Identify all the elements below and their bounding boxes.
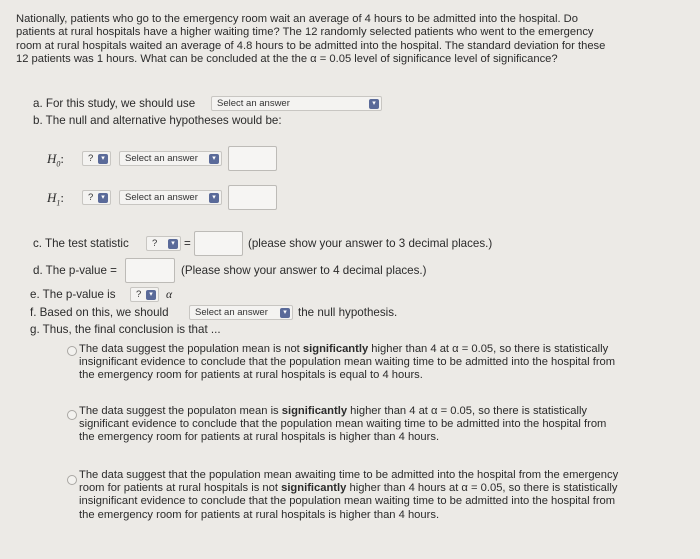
h0-operator-value: Select an answer [125, 153, 198, 164]
chevron-down-icon: ▾ [369, 99, 379, 109]
question-c-label: c. The test statistic [33, 237, 129, 250]
h0-operator-select[interactable] [119, 151, 222, 166]
question-f-label: f. Based on this, we should [30, 306, 169, 319]
test-statistic-select[interactable] [146, 236, 181, 251]
study-type-select-value: Select an answer [217, 98, 290, 109]
conclusion-option-1-text: The data suggest the population mean is not significantly higher than 4 at α = 0.05, so there is statistically insignificant evidence to conclude that the population mean waiting time to be admitted into the hospital from the emergency room for patients at rural hospitals is equal to 4 hours. [79, 343, 616, 382]
chevron-down-icon: ▾ [98, 154, 108, 164]
question-e-label: e. The p-value is [30, 288, 116, 301]
conclusion-option-3-radio[interactable] [67, 475, 77, 485]
question-c-hint: (please show your answer to 3 decimal places.) [248, 237, 493, 250]
h1-operator-select[interactable] [119, 190, 222, 205]
decision-select-value: Select an answer [195, 307, 268, 318]
question-g-label: g. Thus, the final conclusion is that ... [30, 323, 221, 336]
equals-sign: = [184, 237, 191, 250]
h0-parameter-select[interactable] [82, 151, 111, 166]
test-statistic-input[interactable] [194, 231, 243, 256]
chevron-down-icon: ▾ [209, 193, 219, 203]
decision-select[interactable] [189, 305, 293, 320]
question-b-label: b. The null and alternative hypotheses would be: [33, 114, 282, 127]
h0-label: $H_0$: [47, 151, 65, 169]
conclusion-option-2-text: The data suggest the populaton mean is significantly higher than 4 at α = 0.05, so there is statistically significant evidence to conclude that the population mean waiting time to be admitted into the hospital from the emergency room for patients at rural hospitals is higher than 4 hours. [79, 405, 607, 444]
question-a-label: a. For this study, we should use [33, 97, 196, 110]
question-d-hint: (Please show your answer to 4 decimal places.) [181, 264, 427, 277]
h1-operator-value: Select an answer [125, 192, 198, 203]
h1-parameter-select[interactable] [82, 190, 111, 205]
study-type-select[interactable] [211, 96, 382, 111]
chevron-down-icon: ▾ [168, 239, 178, 249]
conclusion-option-3-text: The data suggest that the population mean awaiting time to be admitted into the hospital from the emergency room for patients at rural hospitals is not significantly higher than 4 hours at α = 0.05, so there is statistically insignificant evidence to conclude that the population mean waiting time to be admitted into the hospital from the emergency room for patients at rural hospitals is higher than 4 hours. [79, 469, 619, 521]
p-value-comparison-select[interactable] [130, 287, 159, 302]
h1-value-input[interactable] [228, 185, 277, 210]
test-statistic-value: ? [152, 238, 158, 249]
conclusion-option-1-radio[interactable] [67, 346, 77, 356]
p-value-input[interactable] [125, 258, 175, 283]
chevron-down-icon: ▾ [209, 154, 219, 164]
h0-value-input[interactable] [228, 146, 277, 171]
chevron-down-icon: ▾ [280, 308, 290, 318]
p-value-comparison-value: ? [136, 289, 142, 300]
question-d-label: d. The p-value = [33, 264, 117, 277]
chevron-down-icon: ▾ [146, 290, 156, 300]
question-f-tail: the null hypothesis. [298, 306, 398, 319]
chevron-down-icon: ▾ [98, 193, 108, 203]
problem-statement: Nationally, patients who go to the emergency room wait an average of 4 hours to be admitted into the hospital. Do patients at rural hospitals have a higher waiting time? The 12 randomly selected patients who went to the emergency room at rural hospitals waited an average of 4.8 hours to be admitted into the hospital. The standard deviation for these 12 patients was 1 hours. What can be concluded at the the α = 0.05 level of significance level of significance? [16, 13, 606, 66]
h1-parameter-value: ? [88, 192, 94, 203]
h1-label: $H_1$: [47, 190, 65, 208]
conclusion-option-2-radio[interactable] [67, 410, 77, 420]
alpha-symbol: α [166, 288, 173, 301]
h0-parameter-value: ? [88, 153, 94, 164]
